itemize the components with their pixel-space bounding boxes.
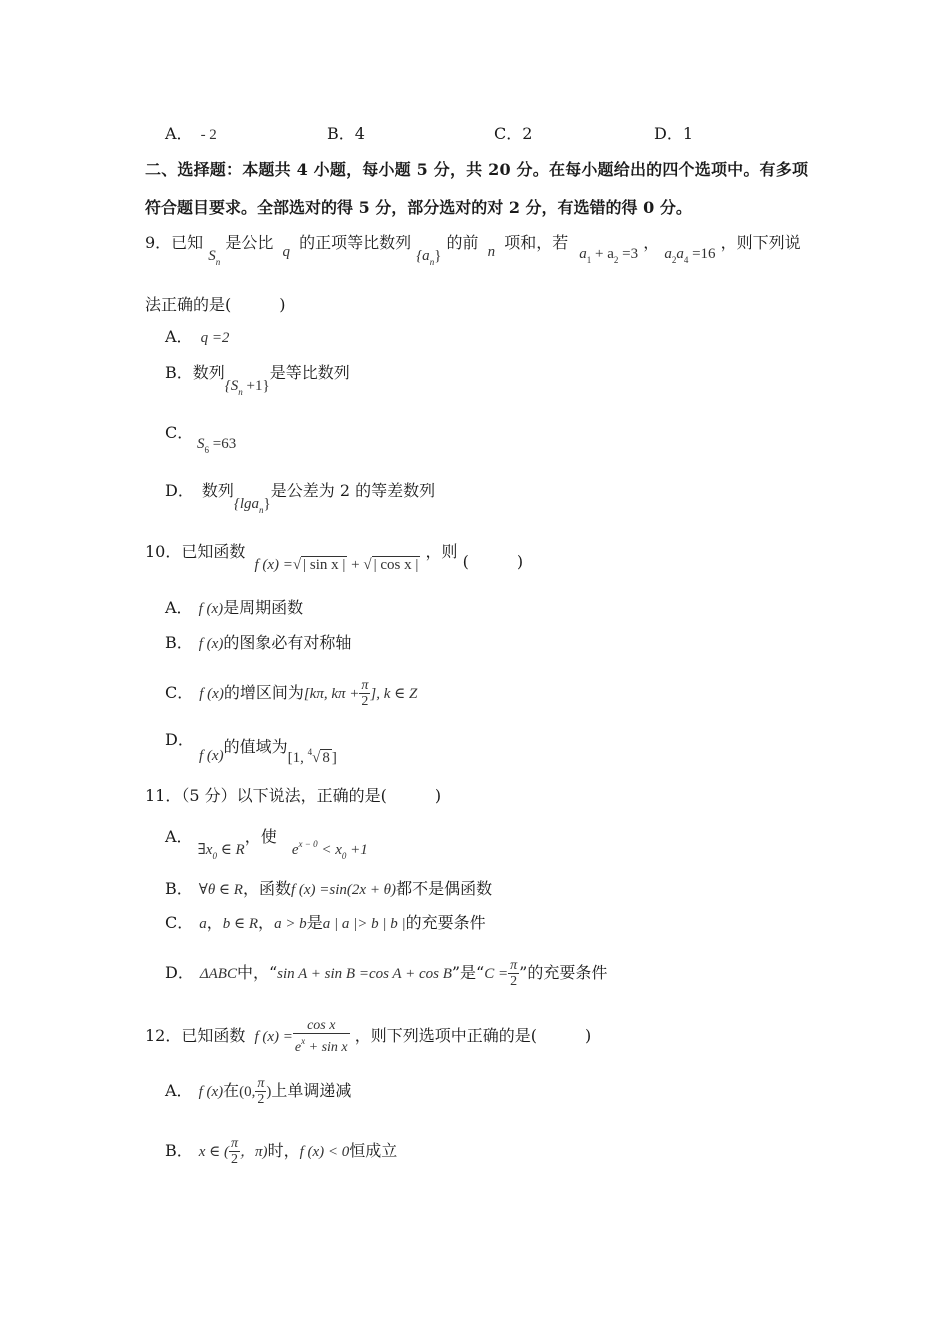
option-text: 的充要条件 (405, 913, 486, 932)
separator: ， (206, 913, 223, 932)
q12-text: 12．已知函数 (145, 1026, 246, 1045)
q8-option-d (654, 124, 693, 144)
q9-sub: 2 (613, 255, 619, 265)
option-label: A． (165, 327, 193, 346)
option-label: C． (494, 124, 523, 143)
sqrt-content: | sin x | (303, 557, 346, 573)
section-heading-line2: 符合题目要求。全部选对的得 5 分，部分选对的对 2 分，有选错的得 0 分。 (145, 198, 692, 217)
q10-stem (145, 542, 524, 573)
q11-option-b (165, 879, 492, 900)
option-label: B． (165, 879, 193, 898)
option-text: 在 (223, 1081, 240, 1100)
option-text: ”是“ (451, 963, 485, 982)
option-value: 1 (682, 124, 694, 143)
option-math: f (x) < 0 (299, 1144, 350, 1160)
pi-over-2-fraction (255, 1076, 266, 1107)
math-part: S (197, 436, 205, 452)
q9-cond1 (579, 246, 639, 265)
math-part: + (347, 557, 364, 573)
sqrt-content: 8 (322, 750, 330, 766)
math-exp: x (301, 1036, 306, 1046)
q10-text: 10．已知函数 (145, 542, 246, 561)
option-text: 恒成立 (349, 1141, 398, 1160)
q11-option-a (165, 822, 368, 861)
option-label: B． (165, 633, 193, 652)
sqrt-content: | cos x | (373, 557, 419, 573)
math-part: ∃x (197, 842, 213, 858)
math-part: + sin x (305, 1040, 348, 1055)
option-label: D． (165, 963, 194, 982)
option-text: 时， (267, 1141, 300, 1160)
fraction-denominator: 2 (510, 974, 518, 989)
option-math: ΔABC (199, 966, 237, 982)
q11-stem: 11．（5 分）以下说法，正确的是( ) (145, 786, 442, 805)
q8-option-a (165, 124, 217, 145)
option-value: 4 (354, 124, 365, 143)
q9-sn-sub: n (215, 257, 221, 267)
option-text: 中，“ (236, 963, 278, 982)
math-sub: n (259, 505, 264, 515)
option-text: 数列 (192, 363, 225, 382)
q12-option-b (165, 1136, 397, 1167)
q12-option-a (165, 1076, 351, 1107)
q9-an-open: {a (416, 248, 430, 264)
math-part: +1 (346, 842, 368, 858)
math-part: (0, (239, 1084, 256, 1100)
option-text: 是公差为 2 的等差数列 (270, 481, 436, 500)
separator: ， (258, 913, 275, 932)
fraction-numerator: π (361, 678, 369, 693)
math-part: [1, (287, 750, 308, 766)
option-math: sin A + sin B =cos A + cos B (277, 966, 452, 982)
q9-stem-line2: 法正确的是( ) (145, 295, 286, 314)
math-part: [kπ, kπ + (303, 686, 360, 702)
option-label: A． (165, 827, 193, 846)
option-math: f (x) (199, 748, 224, 764)
math-sub: 6 (204, 445, 209, 455)
option-text: 都不是偶函数 (396, 879, 493, 898)
option-label: B． (165, 1141, 193, 1160)
q10-option-a (165, 598, 303, 619)
option-math: f (x) =sin(2x + θ) (290, 882, 397, 898)
option-math: a | a |> b | b | (322, 916, 406, 932)
q9-an-sub: n (429, 257, 435, 267)
option-math: a (199, 916, 207, 932)
q9-option-d (165, 481, 436, 515)
option-math: ，π) (240, 1144, 268, 1160)
q9-sn (208, 248, 221, 267)
option-label: C． (165, 683, 194, 702)
fraction-numerator: π (231, 1136, 239, 1151)
math-sub: 0 (212, 851, 217, 861)
math-part: {S (224, 378, 239, 394)
fraction-numerator: cos x (293, 1018, 350, 1034)
q10-formula: f (x) =√ | sin x | + √ | cos x | (254, 557, 419, 573)
option-label: B． (165, 363, 193, 382)
q9-cond2 (664, 246, 716, 265)
math-part: < x (317, 842, 342, 858)
q9-an-close: } (434, 248, 442, 264)
q9-text: 是公比 (225, 233, 274, 252)
q9-text: 项和，若 (504, 233, 569, 252)
option-label: A． (165, 124, 193, 143)
q10-option-c (165, 678, 417, 709)
q9-an-seq (416, 248, 442, 267)
q9-option-b (165, 363, 350, 397)
math-part: +1} (242, 378, 270, 394)
q9-sub: 2 (671, 255, 677, 265)
q9-sub: 4 (683, 255, 689, 265)
option-label: A． (165, 598, 193, 617)
math-part: ) (266, 1084, 272, 1100)
root-index: 4 (307, 747, 313, 757)
q12-paren: ( ) (530, 1026, 592, 1045)
q9-option-c-math (197, 434, 236, 460)
math-part: ], k ∈ Z (370, 686, 418, 702)
math-part: =63 (209, 436, 237, 452)
math-sub: n (238, 387, 243, 397)
math-part: e (291, 842, 299, 858)
q9-option-a (165, 327, 229, 348)
q12-text: ，则下列选项中正确的是 (354, 1026, 531, 1045)
option-label: C． (165, 913, 194, 932)
q9-text: 的正项等比数列 (299, 233, 412, 252)
math-part: ] (331, 750, 337, 766)
fraction-numerator: π (510, 958, 518, 973)
q9-a: a (579, 246, 587, 262)
q12-fraction (293, 1018, 350, 1055)
q9-sub: 1 (586, 255, 592, 265)
q9-text: 的前 (446, 233, 479, 252)
q11-option-d (165, 958, 607, 989)
option-text: 是周期函数 (223, 598, 304, 617)
q12-stem (145, 1018, 591, 1055)
section-heading-line1: 二、选择题：本题共 4 小题，每小题 5 分，共 20 分。在每小题给出的四个选项中。有多项 (145, 160, 809, 179)
option-text: 上单调递减 (271, 1081, 352, 1100)
option-text: 的增区间为 (223, 683, 304, 702)
fraction-denominator: 2 (231, 1152, 239, 1167)
q9-option-c-label: C． (165, 423, 194, 442)
fraction-denominator: 2 (257, 1092, 265, 1107)
q10-option-d (199, 732, 337, 766)
option-math (233, 496, 271, 515)
math-part: ∈ R (216, 842, 245, 858)
option-math: C = (484, 966, 509, 982)
q8-option-b (327, 124, 365, 144)
q9-n: n (487, 244, 496, 260)
pi-over-2-fraction (359, 678, 370, 709)
q9-plus: + a (591, 246, 614, 262)
fraction-denominator (293, 1034, 350, 1055)
math-part: {lga (233, 496, 260, 512)
q9-stem (145, 233, 801, 267)
q10-option-d-label: D． (165, 730, 194, 749)
q9-q: q (282, 244, 290, 260)
q11-option-c (165, 913, 486, 934)
q12-fx: f (x) = (254, 1029, 293, 1045)
q9-eq: =16 (688, 246, 716, 262)
q9-a: a (664, 246, 672, 262)
option-label: B． (327, 124, 355, 143)
option-text: ，函数 (242, 879, 291, 898)
math-sub: 0 (341, 851, 347, 861)
q9-a: a (676, 246, 684, 262)
q10-option-b (165, 633, 351, 654)
pi-over-2-fraction (508, 958, 519, 989)
math-part: } (263, 496, 271, 512)
q8-option-c (494, 124, 532, 144)
option-value: 2 (522, 124, 533, 143)
option-math (291, 839, 368, 861)
option-math (197, 842, 245, 861)
q9-sn-symbol: S (208, 248, 216, 264)
option-math: f (x) (198, 601, 224, 617)
option-label: A． (165, 1081, 193, 1100)
option-text: ”的充要条件 (519, 963, 608, 982)
option-math (224, 378, 270, 397)
q9-text: 9．已知 (145, 233, 204, 252)
option-math: x ∈ ( (198, 1144, 230, 1160)
fraction-numerator: π (257, 1076, 265, 1091)
option-label: D． (165, 481, 194, 500)
fraction-denominator: 2 (361, 694, 369, 709)
q9-text: ，则下列说 (720, 233, 801, 252)
option-math: a > b (274, 916, 307, 932)
range-math: [1, $^4$√ 8 ] (287, 747, 337, 766)
pi-over-2-fraction (229, 1136, 240, 1167)
q10-text: ，则 (425, 542, 458, 561)
math-part: f (x) = (254, 557, 293, 573)
math-exp: x − 0 (298, 839, 318, 849)
option-text: 的值域为 (223, 737, 288, 756)
option-text: 是等比数列 (269, 363, 350, 382)
option-text: ，使 (244, 827, 277, 846)
q9-eq: =3 (618, 246, 639, 262)
q9-comma: ， (643, 233, 660, 252)
math-part: e (294, 1040, 302, 1055)
option-math: b ∈ R (222, 916, 259, 932)
option-math: f (x) (199, 686, 224, 702)
option-text: 数列 (201, 481, 234, 500)
option-text: 的图象必有对称轴 (223, 633, 352, 652)
option-label: D． (654, 124, 683, 143)
option-math: f (x) (198, 1084, 224, 1100)
q10-paren: ( ) (462, 552, 524, 571)
option-text: 是 (306, 913, 323, 932)
option-value: - 2 (200, 127, 217, 143)
option-math: ∀θ ∈ R (198, 882, 243, 898)
option-math: f (x) (198, 636, 224, 652)
option-math: q =2 (200, 330, 230, 346)
